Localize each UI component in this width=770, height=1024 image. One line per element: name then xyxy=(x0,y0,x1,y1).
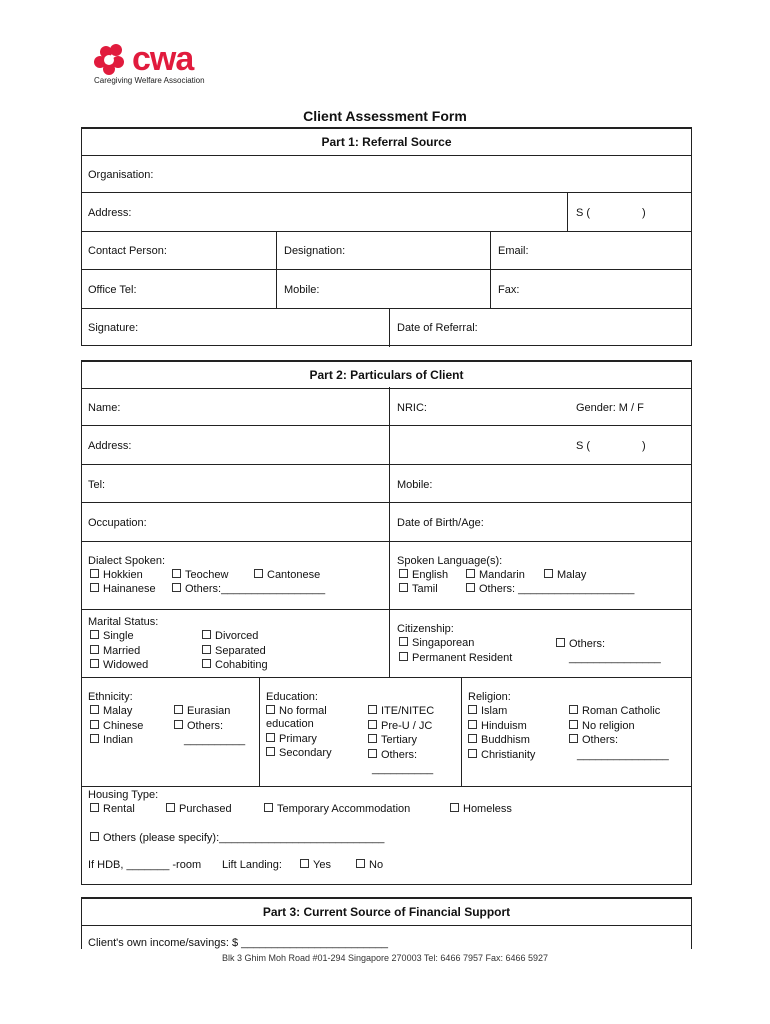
dialect-label: Dialect Spoken: xyxy=(88,555,166,567)
checkbox-icon[interactable] xyxy=(466,569,475,578)
checkbox-icon[interactable] xyxy=(174,705,183,714)
checkbox-icon[interactable] xyxy=(399,652,408,661)
edu-others-line[interactable]: __________ xyxy=(372,763,434,775)
citizenship-label: Citizenship: xyxy=(397,623,454,635)
checkbox-icon[interactable] xyxy=(90,569,99,578)
citizen-others[interactable]: Others: xyxy=(556,637,605,652)
footer-address: Blk 3 Ghim Moh Road #01-294 Singapore 270003 Tel: 6466 7957 Fax: 6466 5927 xyxy=(221,953,549,963)
checkbox-icon[interactable] xyxy=(569,720,578,729)
checkbox-icon[interactable] xyxy=(569,705,578,714)
checkbox-icon[interactable] xyxy=(90,659,99,668)
checkbox-icon[interactable] xyxy=(368,720,377,729)
designation-label[interactable]: Designation: xyxy=(284,245,346,257)
eth-indian[interactable]: Indian xyxy=(90,733,133,748)
nric-label[interactable]: NRIC: xyxy=(397,402,427,414)
checkbox-icon[interactable] xyxy=(90,832,99,841)
lang-mandarin[interactable]: Mandarin xyxy=(466,568,525,583)
part1-section xyxy=(81,127,692,346)
housing-label: Housing Type: xyxy=(88,789,159,801)
checkbox-icon[interactable] xyxy=(174,720,183,729)
name-label[interactable]: Name: xyxy=(88,402,121,414)
rel-islam[interactable]: Islam xyxy=(468,704,507,719)
checkbox-icon[interactable] xyxy=(466,583,475,592)
edu-preu[interactable]: Pre-U / JC xyxy=(368,719,432,734)
checkbox-icon[interactable] xyxy=(166,803,175,812)
dialect-others[interactable]: Others:_________________ xyxy=(172,582,325,597)
part3-section xyxy=(81,897,692,949)
language-label: Spoken Language(s): xyxy=(397,555,503,567)
edu-others[interactable]: Others: xyxy=(368,748,417,763)
citizen-others-line[interactable]: _______________ xyxy=(569,652,661,664)
eth-others-line[interactable]: __________ xyxy=(184,734,246,746)
checkbox-icon[interactable] xyxy=(368,705,377,714)
checkbox-icon[interactable] xyxy=(399,569,408,578)
marital-divorced[interactable]: Divorced xyxy=(202,629,258,644)
signature-label[interactable]: Signature: xyxy=(88,322,139,334)
checkbox-icon[interactable] xyxy=(202,659,211,668)
checkbox-icon[interactable] xyxy=(266,705,275,714)
edu-noformal[interactable]: No formal xyxy=(266,704,327,719)
checkbox-icon[interactable] xyxy=(450,803,459,812)
housing-rental[interactable]: Rental xyxy=(90,802,135,817)
marital-widowed[interactable]: Widowed xyxy=(90,658,148,673)
edu-tertiary[interactable]: Tertiary xyxy=(368,733,417,748)
client-postal-field[interactable]: S ( ) xyxy=(576,440,646,452)
rel-others-line[interactable]: _______________ xyxy=(577,749,669,761)
checkbox-icon[interactable] xyxy=(202,645,211,654)
eth-malay[interactable]: Malay xyxy=(90,704,132,719)
housing-purchased[interactable]: Purchased xyxy=(166,802,232,817)
lift-no[interactable]: No xyxy=(356,858,383,873)
checkbox-icon[interactable] xyxy=(90,803,99,812)
marital-married[interactable]: Married xyxy=(90,644,140,659)
dialect-teochew[interactable]: Teochew xyxy=(172,568,228,583)
lang-tamil[interactable]: Tamil xyxy=(399,582,438,597)
gender-label[interactable]: Gender: M / F xyxy=(576,402,644,414)
eth-chinese[interactable]: Chinese xyxy=(90,719,143,734)
edu-secondary[interactable]: Secondary xyxy=(266,746,332,761)
lang-others[interactable]: Others: ___________________ xyxy=(466,582,634,597)
checkbox-icon[interactable] xyxy=(556,638,565,647)
citizen-pr[interactable]: Permanent Resident xyxy=(399,651,512,666)
checkbox-icon[interactable] xyxy=(202,630,211,639)
marital-single[interactable]: Single xyxy=(90,629,134,644)
checkbox-icon[interactable] xyxy=(90,734,99,743)
part2-header: Part 2: Particulars of Client xyxy=(82,360,691,389)
checkbox-icon[interactable] xyxy=(468,720,477,729)
occupation-label[interactable]: Occupation: xyxy=(88,517,147,529)
tel-label[interactable]: Tel: xyxy=(88,479,106,491)
checkbox-icon[interactable] xyxy=(300,859,309,868)
date-of-referral-label[interactable]: Date of Referral: xyxy=(397,322,478,334)
marital-cohabiting[interactable]: Cohabiting xyxy=(202,658,268,673)
checkbox-icon[interactable] xyxy=(368,734,377,743)
marital-label: Marital Status: xyxy=(88,616,159,628)
rel-none[interactable]: No religion xyxy=(569,719,635,734)
office-tel-label[interactable]: Office Tel: xyxy=(88,284,137,296)
checkbox-icon[interactable] xyxy=(468,734,477,743)
checkbox-icon[interactable] xyxy=(172,569,181,578)
flower-icon xyxy=(94,44,124,75)
religion-label: Religion: xyxy=(468,691,511,703)
own-income-field[interactable]: Client's own income/savings: $ ________________________ xyxy=(88,937,388,949)
fax-label[interactable]: Fax: xyxy=(498,284,520,296)
client-address-label[interactable]: Address: xyxy=(88,440,132,452)
address-label[interactable]: Address: xyxy=(88,207,132,219)
marital-separated[interactable]: Separated xyxy=(202,644,266,659)
postal-code-field[interactable]: S ( ) xyxy=(576,207,646,219)
checkbox-icon[interactable] xyxy=(266,747,275,756)
checkbox-icon[interactable] xyxy=(90,630,99,639)
edu-primary[interactable]: Primary xyxy=(266,732,317,747)
dialect-cantonese[interactable]: Cantonese xyxy=(254,568,320,583)
checkbox-icon[interactable] xyxy=(254,569,263,578)
edu-noformal-2: education xyxy=(266,718,314,730)
checkbox-icon[interactable] xyxy=(172,583,181,592)
housing-temp[interactable]: Temporary Accommodation xyxy=(264,802,410,817)
housing-others[interactable]: Others (please specify):___________________________ xyxy=(90,831,384,846)
brand-name: cwa xyxy=(132,40,194,78)
checkbox-icon[interactable] xyxy=(90,583,99,592)
contact-person-label[interactable]: Contact Person: xyxy=(88,245,167,257)
dob-label[interactable]: Date of Birth/Age: xyxy=(397,517,484,529)
rel-hinduism[interactable]: Hinduism xyxy=(468,719,527,734)
brand-subtitle: Caregiving Welfare Association xyxy=(94,76,205,85)
checkbox-icon[interactable] xyxy=(468,749,477,758)
citizen-singaporean[interactable]: Singaporean xyxy=(399,636,474,651)
mobile-label[interactable]: Mobile: xyxy=(284,284,320,296)
lang-malay[interactable]: Malay xyxy=(544,568,586,583)
part3-header: Part 3: Current Source of Financial Support xyxy=(82,897,691,926)
checkbox-icon[interactable] xyxy=(356,859,365,868)
checkbox-icon[interactable] xyxy=(90,720,99,729)
rel-christianity[interactable]: Christianity xyxy=(468,748,535,763)
dialect-hainanese[interactable]: Hainanese xyxy=(90,582,156,597)
checkbox-icon[interactable] xyxy=(569,734,578,743)
form-title: Client Assessment Form xyxy=(303,108,467,124)
eth-others[interactable]: Others: xyxy=(174,719,223,734)
checkbox-icon[interactable] xyxy=(90,705,99,714)
checkbox-icon[interactable] xyxy=(399,583,408,592)
eth-eurasian[interactable]: Eurasian xyxy=(174,704,230,719)
checkbox-icon[interactable] xyxy=(90,645,99,654)
checkbox-icon[interactable] xyxy=(368,749,377,758)
checkbox-icon[interactable] xyxy=(264,803,273,812)
dialect-hokkien[interactable]: Hokkien xyxy=(90,568,143,583)
client-mobile-label[interactable]: Mobile: xyxy=(397,479,433,491)
checkbox-icon[interactable] xyxy=(266,733,275,742)
lift-yes[interactable]: Yes xyxy=(300,858,331,873)
checkbox-icon[interactable] xyxy=(544,569,553,578)
lang-english[interactable]: English xyxy=(399,568,448,583)
rel-buddhism[interactable]: Buddhism xyxy=(468,733,530,748)
lift-landing-label: Lift Landing: xyxy=(222,859,282,871)
part1-header: Part 1: Referral Source xyxy=(82,127,691,156)
checkbox-icon[interactable] xyxy=(468,705,477,714)
housing-homeless[interactable]: Homeless xyxy=(450,802,512,817)
rel-catholic[interactable]: Roman Catholic xyxy=(569,704,660,719)
ethnicity-label: Ethnicity: xyxy=(88,691,133,703)
organisation-label[interactable]: Organisation: xyxy=(88,169,154,181)
hdb-room-field[interactable]: If HDB, _______ -room xyxy=(88,859,202,871)
education-label: Education: xyxy=(266,691,318,703)
checkbox-icon[interactable] xyxy=(399,637,408,646)
rel-others[interactable]: Others: xyxy=(569,733,618,748)
edu-ite[interactable]: ITE/NITEC xyxy=(368,704,434,719)
email-label[interactable]: Email: xyxy=(498,245,529,257)
part2-section xyxy=(81,360,692,885)
